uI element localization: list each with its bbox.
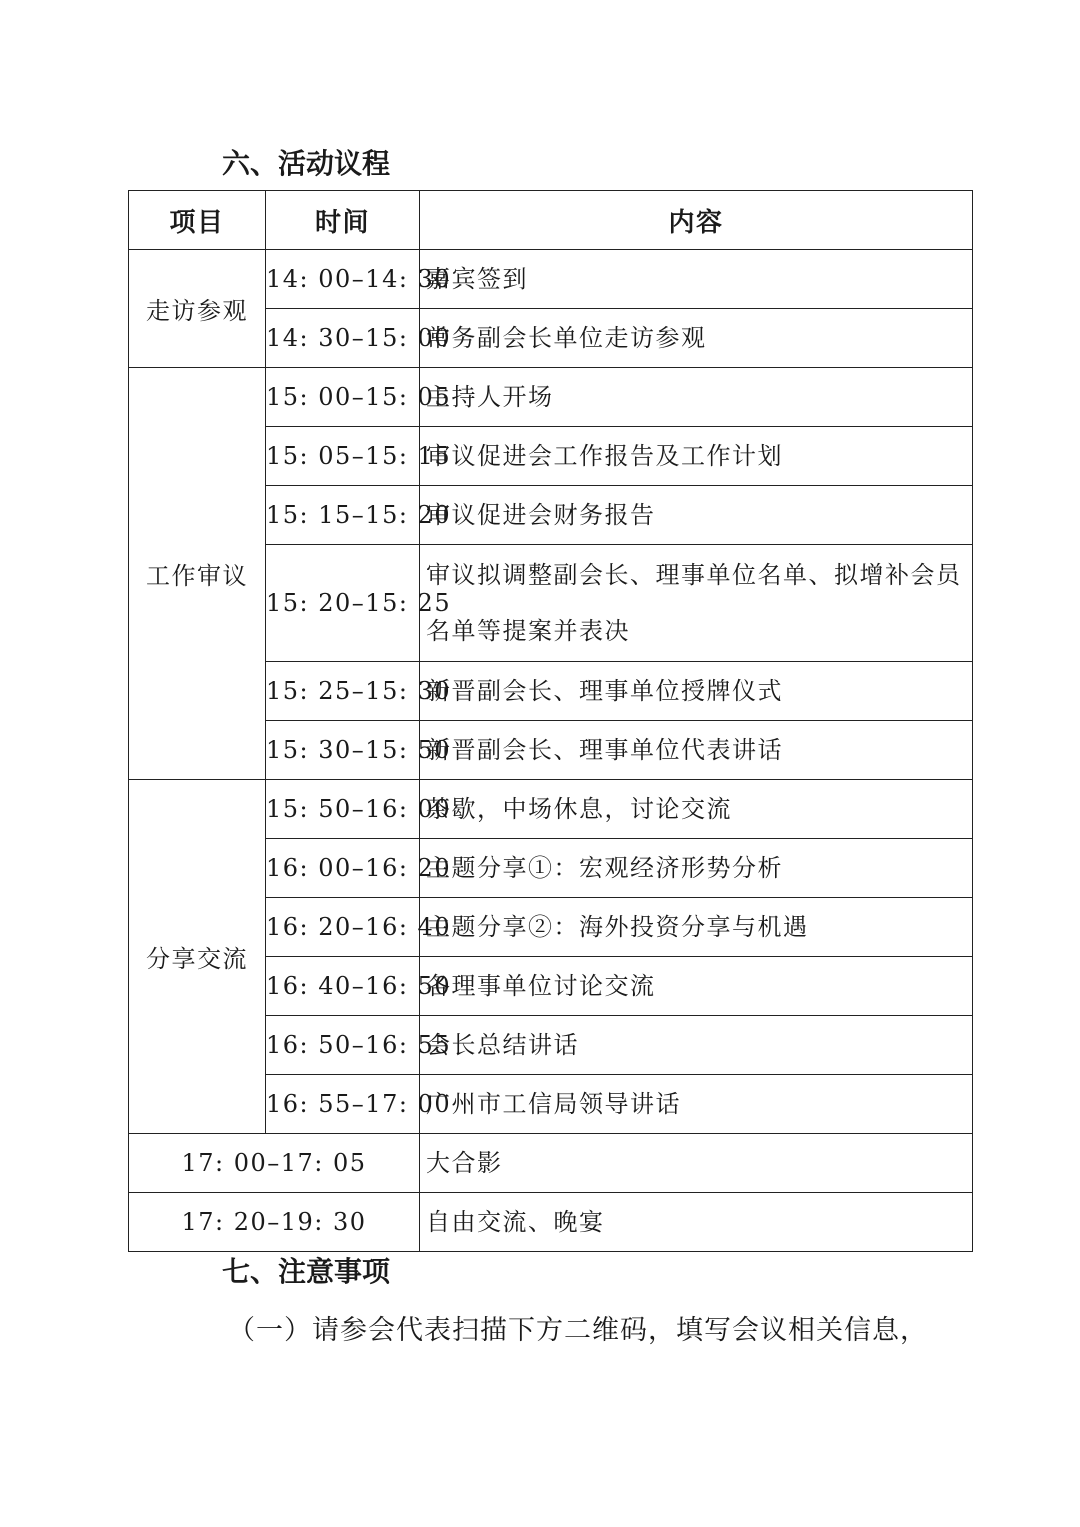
content-cell: 审议促进会工作报告及工作计划 xyxy=(420,427,973,486)
content-cell: 主持人开场 xyxy=(420,368,973,427)
time-cell: 16: 55–17: 00 xyxy=(266,1075,420,1134)
header-item: 项目 xyxy=(129,191,266,250)
time-cell: 15: 00–15: 05 xyxy=(266,368,420,427)
content-cell: 审议拟调整副会长、理事单位名单、拟增补会员名单等提案并表决 xyxy=(420,545,973,662)
time-cell: 17: 20–19: 30 xyxy=(129,1193,420,1252)
content-cell: 常务副会长单位走访参观 xyxy=(420,309,973,368)
category-cell: 分享交流 xyxy=(129,780,266,1134)
time-cell: 15: 15–15: 20 xyxy=(266,486,420,545)
time-cell: 15: 05–15: 15 xyxy=(266,427,420,486)
table-row xyxy=(129,250,973,309)
content-cell: 茶歇，中场休息，讨论交流 xyxy=(420,780,973,839)
content-cell: 主题分享②：海外投资分享与机遇 xyxy=(420,898,973,957)
time-cell: 15: 30–15: 50 xyxy=(266,721,420,780)
category-cell: 工作审议 xyxy=(129,368,266,780)
content-cell: 主题分享①：宏观经济形势分析 xyxy=(420,839,973,898)
content-cell: 广州市工信局领导讲话 xyxy=(420,1075,973,1134)
content-cell: 新晋副会长、理事单位授牌仪式 xyxy=(420,662,973,721)
time-cell: 16: 00–16: 20 xyxy=(266,839,420,898)
time-cell: 17: 00–17: 05 xyxy=(129,1134,420,1193)
time-cell: 15: 25–15: 30 xyxy=(266,662,420,721)
content-cell: 自由交流、晚宴 xyxy=(420,1193,973,1252)
content-cell: 嘉宾签到 xyxy=(420,250,973,309)
content-cell: 审议促进会财务报告 xyxy=(420,486,973,545)
agenda-table xyxy=(128,190,973,1252)
section-6-title: 六、活动议程 xyxy=(222,147,391,180)
time-cell: 16: 40–16: 50 xyxy=(266,957,420,1016)
time-cell: 15: 50–16: 00 xyxy=(266,780,420,839)
content-cell: 大合影 xyxy=(420,1134,973,1193)
time-cell: 15: 20–15: 25 xyxy=(266,545,420,662)
section-7-title: 七、注意事项 xyxy=(222,1255,391,1288)
table-row xyxy=(129,1134,973,1193)
time-cell: 14: 30–15: 00 xyxy=(266,309,420,368)
header-content: 内容 xyxy=(420,191,973,250)
content-cell: 会长总结讲话 xyxy=(420,1016,973,1075)
table-row xyxy=(129,780,973,839)
section-7-paragraph: （一）请参会代表扫描下方二维码，填写会议相关信息， xyxy=(228,1315,928,1346)
time-cell: 16: 20–16: 40 xyxy=(266,898,420,957)
table-row xyxy=(129,1193,973,1252)
time-cell: 14: 00–14: 30 xyxy=(266,250,420,309)
time-cell: 16: 50–16: 55 xyxy=(266,1016,420,1075)
table-row xyxy=(129,368,973,427)
category-cell: 走访参观 xyxy=(129,250,266,368)
content-cell: 新晋副会长、理事单位代表讲话 xyxy=(420,721,973,780)
header-time: 时间 xyxy=(266,191,420,250)
content-cell: 各理事单位讨论交流 xyxy=(420,957,973,1016)
